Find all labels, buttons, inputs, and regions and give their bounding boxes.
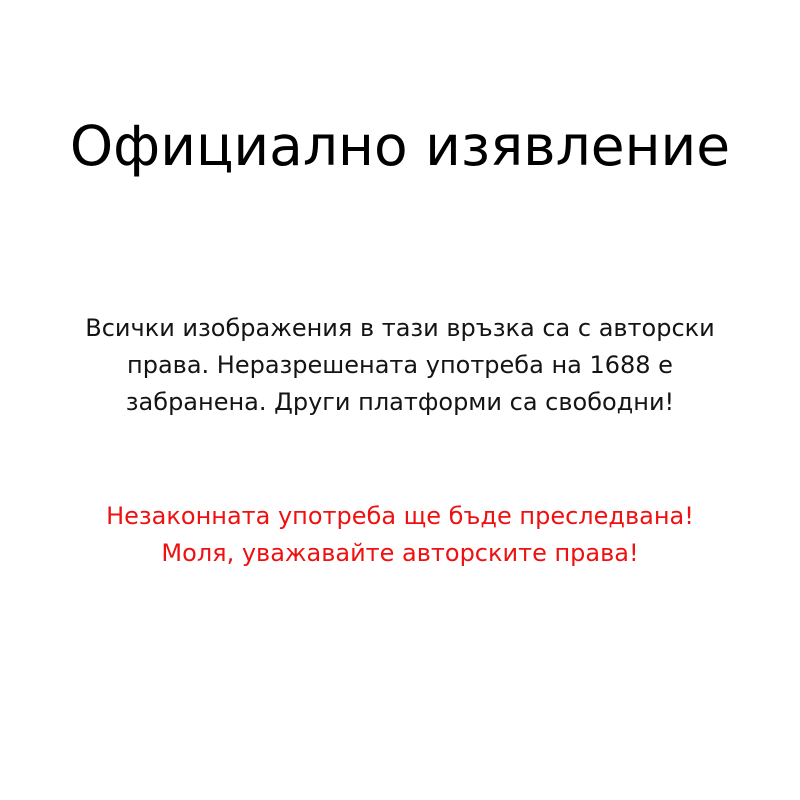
warning-line-2: Моля, уважавайте авторските права! [161, 539, 639, 568]
warning-block [50, 498, 750, 572]
warning-line-1: Незаконната употреба ще бъде преследвана! [106, 502, 694, 530]
page-title: Официално изявление [69, 113, 731, 178]
copyright-body-text: Всички изображения в тази връзка са с авторски права. Неразрешената употреба на 1688 е забранена. Други платформи са свободни! [85, 314, 715, 417]
